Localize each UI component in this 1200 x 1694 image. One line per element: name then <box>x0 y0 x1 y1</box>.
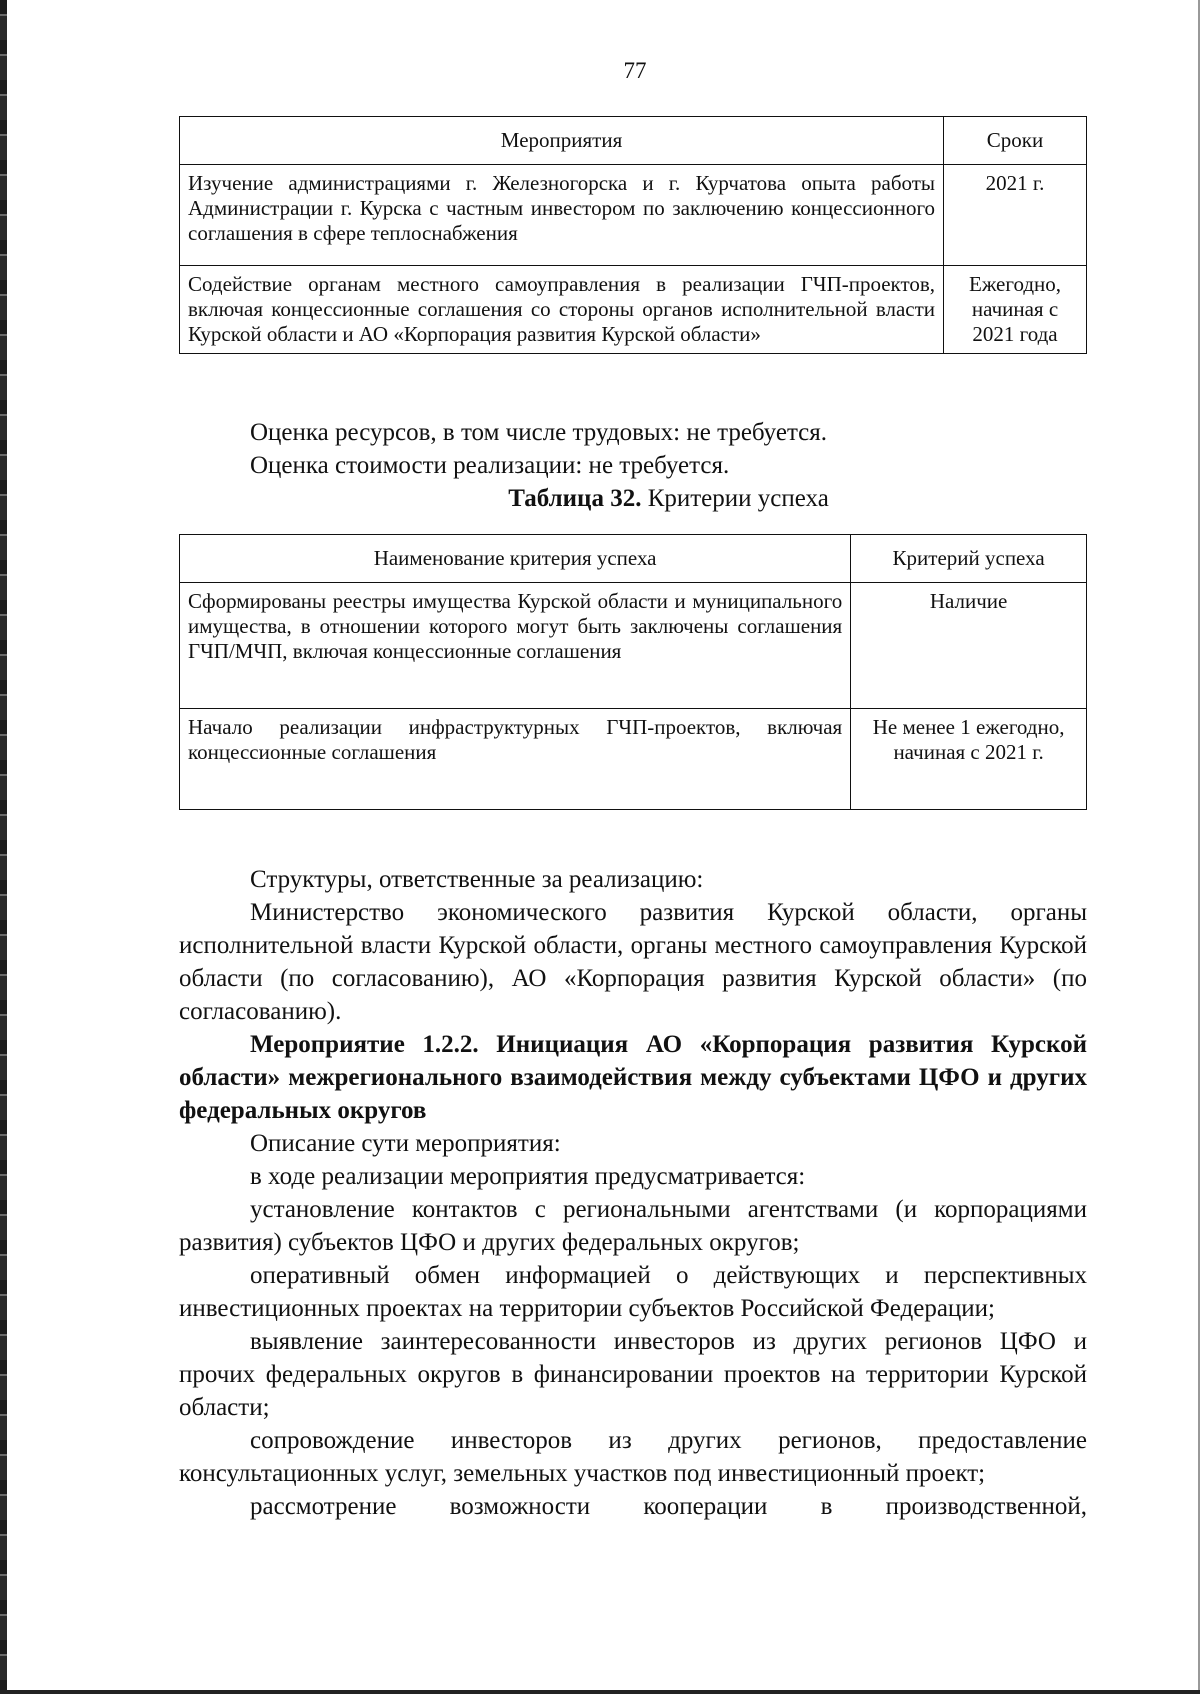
list-item: оперативный обмен информацией о действующих и перспективных инвестиционных проектах на территории субъектов Российской Федерации; <box>179 1262 1087 1322</box>
criterion-value-cell: Наличие <box>851 583 1087 709</box>
measure-cell: Содействие органам местного самоуправления в реализации ГЧП-проектов, включая концессионные соглашения со стороны органов исполнительной власти Курской области и АО «Корпорация развития Курской области» <box>180 266 944 354</box>
table-row <box>180 709 1087 810</box>
table-caption-title: Критерии успеха <box>647 485 829 512</box>
table-caption-number: Таблица 32. <box>508 485 642 512</box>
criterion-name-cell: Начало реализации инфраструктурных ГЧП-проектов, включая концессионные соглашения <box>180 709 851 810</box>
description-intro: в ходе реализации мероприятия предусматривается: <box>250 1163 806 1190</box>
list-item: установление контактов с региональными агентствами (и корпорациями развития) субъектов ЦФО и других федеральных округов; <box>179 1196 1087 1256</box>
term-cell: 2021 г. <box>944 165 1087 266</box>
table-header-row <box>180 535 1087 583</box>
list-item: рассмотрение возможности кооперации в производственной, <box>250 1493 1087 1520</box>
table-row <box>180 266 1087 354</box>
responsible-label: Структуры, ответственные за реализацию: <box>250 866 704 893</box>
resources-section <box>179 416 1087 515</box>
table-caption <box>250 482 1087 515</box>
criteria-table <box>179 534 1087 810</box>
column-header-criterion: Критерий успеха <box>851 535 1087 583</box>
table-header-row <box>180 117 1087 165</box>
table-row <box>180 583 1087 709</box>
main-text <box>179 863 1087 1523</box>
table-row <box>180 165 1087 266</box>
column-header-measures: Мероприятия <box>180 117 944 165</box>
responsible-text: Министерство экономического развития Курской области, органы исполнительной власти Курской области, органы местного самоуправления Курской области (по согласованию), АО «Корпорация развития Курской области» (по согласованию). <box>179 899 1087 1025</box>
activity-heading <box>179 1028 1087 1127</box>
criterion-name-cell: Сформированы реестры имущества Курской области и муниципального имущества, в отношении которого могут быть заключены соглашения ГЧП/МЧП, включая концессионные соглашения <box>180 583 851 709</box>
measure-cell: Изучение администрациями г. Железногорска и г. Курчатова опыта работы Администрации г. Курска с частным инвестором по заключению концессионного соглашения в сфере теплоснабжения <box>180 165 944 266</box>
list-item: сопровождение инвесторов из других регионов, предоставление консультационных услуг, земельных участков под инвестиционный проект; <box>179 1427 1087 1487</box>
scan-edge-left <box>0 0 7 1694</box>
resources-labor: Оценка ресурсов, в том числе трудовых: не требуется. <box>250 419 828 446</box>
resources-cost: Оценка стоимости реализации: не требуется. <box>250 452 730 479</box>
measures-table <box>179 116 1087 354</box>
activity-heading-text: Мероприятие 1.2.2. Инициация АО «Корпорация развития Курской области» межрегионального взаимодействия между субъектами ЦФО и других федеральных округов <box>179 1031 1087 1124</box>
list-item: выявление заинтересованности инвесторов из других регионов ЦФО и прочих федеральных округов в финансировании проектов на территории Курской области; <box>179 1328 1087 1421</box>
column-header-criterion-name: Наименование критерия успеха <box>180 535 851 583</box>
column-header-terms: Сроки <box>944 117 1087 165</box>
criterion-value-cell: Не менее 1 ежегодно, начиная с 2021 г. <box>851 709 1087 810</box>
scan-edge-bottom <box>0 1690 1200 1694</box>
term-cell: Ежегодно, начиная с 2021 года <box>944 266 1087 354</box>
page-number: 77 <box>623 58 647 83</box>
description-label: Описание сути мероприятия: <box>250 1130 561 1157</box>
